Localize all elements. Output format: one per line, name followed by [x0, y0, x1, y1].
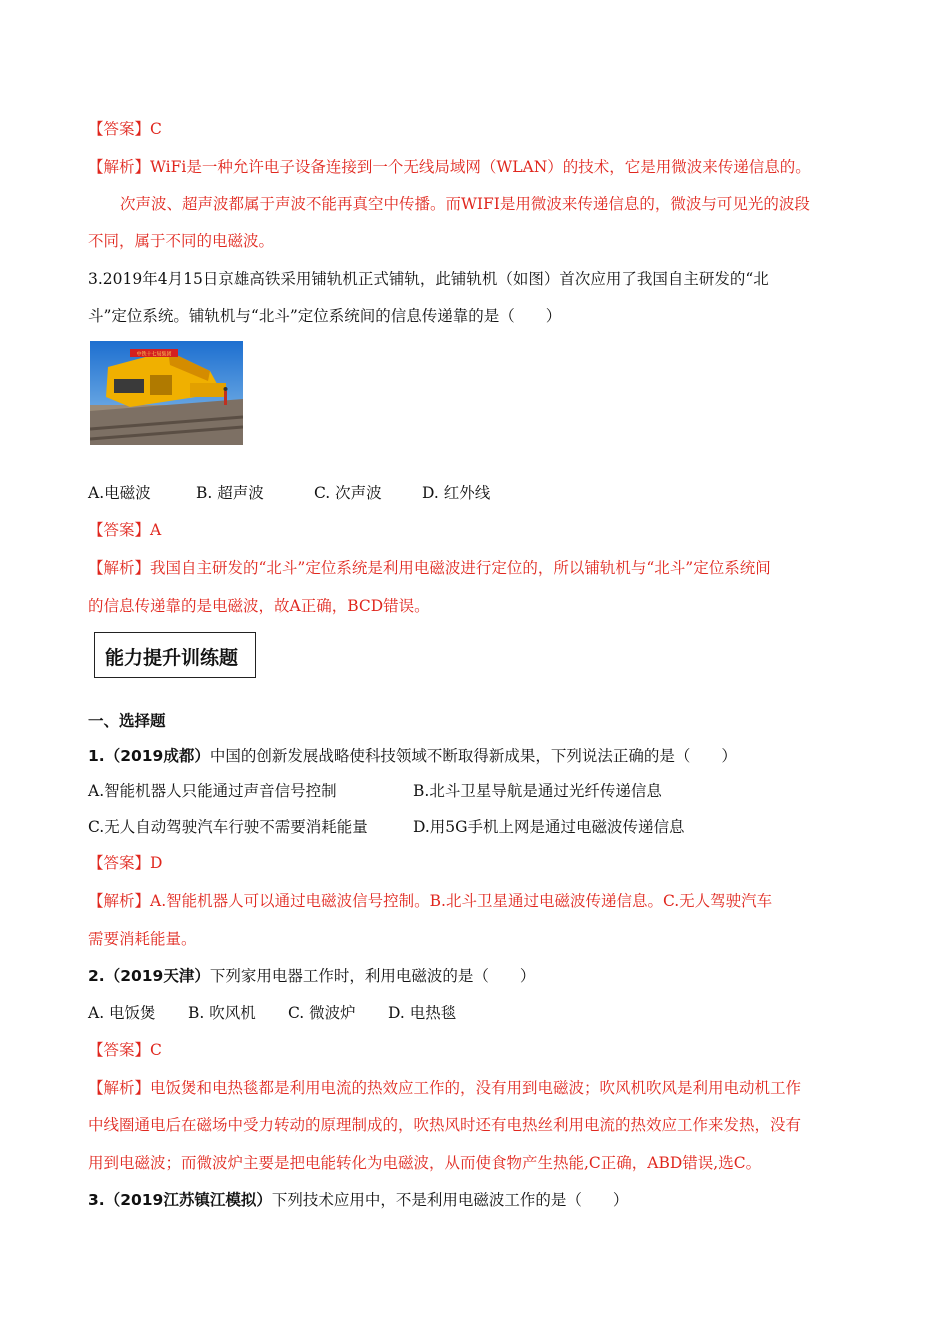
- practice-3-text: 下列技术应用中，不是利用电磁波工作的是（ ）: [271, 1191, 629, 1209]
- practice-1-stem: [88, 745, 737, 767]
- practice-2-number: 2.: [88, 967, 105, 985]
- option-d: D. 电热毯: [388, 1004, 457, 1022]
- option-a: A.电磁波: [88, 484, 151, 502]
- practice-3-source: （2019江苏镇江模拟）: [104, 1191, 272, 1209]
- option-a: A.智能机器人只能通过声音信号控制: [88, 782, 337, 800]
- practice-2-source: （2019天津）: [104, 967, 210, 985]
- photo-banner-text: 中铁十七局集团: [136, 351, 172, 358]
- subsection-title: 一、选择题: [88, 712, 166, 730]
- practice-1-options-row1: [88, 780, 662, 802]
- analysis-1-line1: 【解析】WiFi是一种允许电子设备连接到一个无线局域网（WLAN）的技术，它是用微波来传递信息的。: [88, 158, 811, 176]
- practice-1-source: （2019成都）: [104, 747, 210, 765]
- question-3-line2: 斗”定位系统。铺轨机与“北斗”定位系统间的信息传递靠的是（ ）: [88, 307, 562, 325]
- analysis-q3-line1: 【解析】我国自主研发的“北斗”定位系统是利用电磁波进行定位的，所以铺轨机与“北斗”定位系统间: [88, 559, 771, 577]
- option-b: B.北斗卫星导航是通过光纤传递信息: [413, 782, 662, 800]
- analysis-1-line2: 次声波、超声波都属于声波不能再真空中传播。而WIFI是用微波来传递信息的，微波与可见光的波段: [120, 195, 810, 213]
- answer-q3: 【答案】A: [88, 521, 162, 539]
- option-a: A. 电饭煲: [88, 1004, 156, 1022]
- answer-p2: 【答案】C: [88, 1041, 162, 1059]
- analysis-1-line3: 不同，属于不同的电磁波。: [88, 232, 275, 250]
- option-d: D. 红外线: [422, 484, 491, 502]
- option-c: C. 微波炉: [288, 1004, 356, 1022]
- track-laying-machine-photo: [90, 341, 243, 445]
- option-c: C. 次声波: [314, 484, 382, 502]
- question-3-line1: 3.2019年4月15日京雄高铁采用铺轨机正式铺轨，此铺轨机（如图）首次应用了我国自主研发的“北: [88, 270, 769, 288]
- analysis-p1-line1: 【解析】A.智能机器人可以通过电磁波信号控制。B.北斗卫星通过电磁波传递信息。C.无人驾驶汽车: [88, 892, 773, 910]
- answer-p1: 【答案】D: [88, 854, 163, 872]
- practice-3-stem: [88, 1189, 628, 1211]
- option-d: D.用5G手机上网是通过电磁波传递信息: [413, 818, 685, 836]
- analysis-p2-line2: 中线圈通电后在磁场中受力转动的原理制成的，吹热风时还有电热丝利用电流的热效应工作来发热，没有: [88, 1116, 802, 1134]
- section-title-box: [94, 632, 256, 678]
- analysis-p1-line2: 需要消耗能量。: [88, 930, 197, 948]
- practice-1-text: 中国的创新发展战略使科技领域不断取得新成果，下列说法正确的是（ ）: [209, 747, 737, 765]
- practice-3-number: 3.: [88, 1191, 105, 1209]
- answer-1: 【答案】C: [88, 120, 162, 138]
- practice-2-options: [88, 1002, 456, 1024]
- option-b: B. 吹风机: [188, 1004, 256, 1022]
- practice-2-text: 下列家用电器工作时，利用电磁波的是（ ）: [209, 967, 536, 985]
- question-3-options: [88, 482, 490, 504]
- analysis-p2-line3: 用到电磁波；而微波炉主要是把电能转化为电磁波，从而使食物产生热能,C正确，ABD错误,选C。: [88, 1154, 762, 1172]
- analysis-q3-line2: 的信息传递靠的是电磁波，故A正确，BCD错误。: [88, 597, 430, 615]
- analysis-p2-line1: 【解析】电饭煲和电热毯都是利用电流的热效应工作的，没有用到电磁波；吹风机吹风是利用电动机工作: [88, 1079, 802, 1097]
- practice-1-options-row2: [88, 816, 685, 838]
- section-title: 能力提升训练题: [105, 647, 239, 669]
- option-b: B. 超声波: [196, 484, 264, 502]
- practice-2-stem: [88, 965, 535, 987]
- practice-1-number: 1.: [88, 747, 105, 765]
- option-c: C.无人自动驾驶汽车行驶不需要消耗能量: [88, 818, 368, 836]
